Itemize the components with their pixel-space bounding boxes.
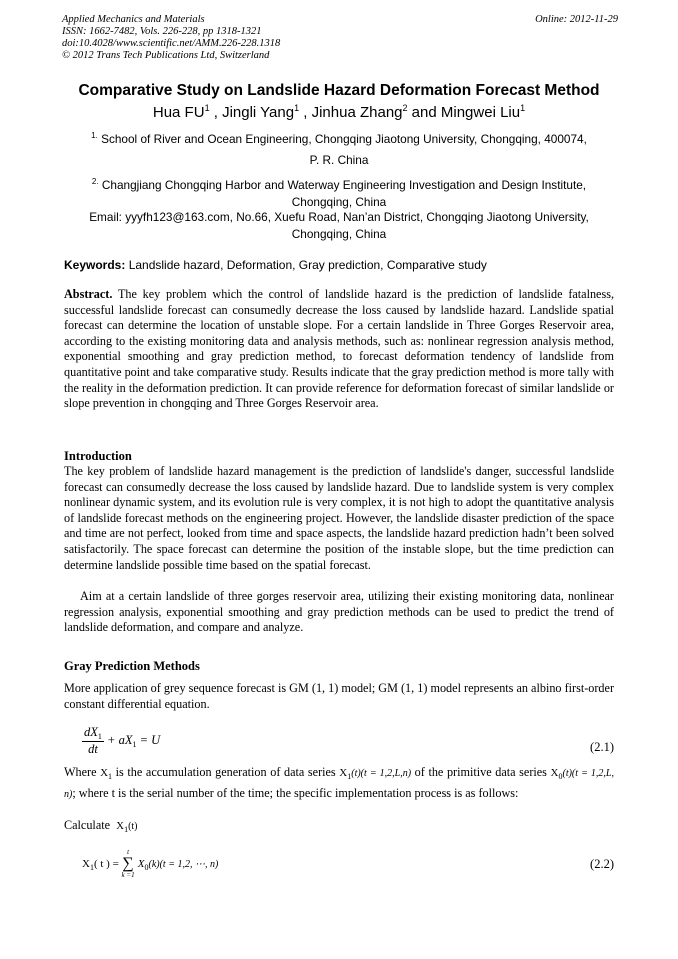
symbol-args: (k)(t = 1,2, ⋯, n) xyxy=(148,858,219,870)
eq-denominator: dt xyxy=(88,742,98,756)
introduction-paragraph: Aim at a certain landslide of three gorges reservoir area, utilizing their existing monitoring data, nonlinear regression analysis, exponential smoothing and gray prediction methods can be used to predict the trend of landslide deformation, and compare and analyze. xyxy=(64,589,614,635)
contact-email xyxy=(64,209,614,243)
sigma-symbol: ∑ xyxy=(122,855,134,872)
email-text: Chongqing, China xyxy=(291,227,387,241)
symbol-subscript: 1 xyxy=(108,772,113,781)
journal-header xyxy=(62,14,618,62)
author-name: , Jinhua Zhang xyxy=(299,104,403,121)
affiliation-mark: 2. xyxy=(91,177,99,186)
issn-line: ISSN: 1662-7482, Vols. 226-228, pp 1318-1321 xyxy=(62,26,262,37)
author-list xyxy=(40,103,638,121)
symbol: X xyxy=(100,767,109,779)
text-run: of the primitive data series xyxy=(411,765,551,779)
author-affiliation-mark: 1 xyxy=(294,103,300,113)
eq-numerator: dX xyxy=(84,725,98,739)
where-paragraph xyxy=(64,764,614,803)
abstract-label: Abstract. xyxy=(64,287,113,301)
eq-term: = U xyxy=(136,732,161,747)
online-date: Online: 2012-11-29 xyxy=(535,14,618,25)
affiliation-2 xyxy=(64,173,614,211)
text-run: ; where t is the serial number of the time; the specific implementation process is as follows: xyxy=(72,786,519,800)
paper-title: Comparative Study on Landslide Hazard Deformation Forecast Method xyxy=(78,82,600,99)
equation-2-1 xyxy=(82,725,160,757)
fraction xyxy=(82,725,104,757)
sigma-upper: t xyxy=(127,848,130,856)
equation-number: (2.2) xyxy=(590,857,614,871)
symbol-args: (t) xyxy=(128,821,138,832)
symbol-subscript: 0 xyxy=(144,862,149,872)
section-heading-introduction: Introduction xyxy=(64,449,132,463)
affiliation-1 xyxy=(64,127,614,169)
affiliation-text: P. R. China xyxy=(309,152,369,167)
introduction-paragraph: The key problem of landslide hazard management is the prediction of landslide's danger, successful landslide forecast can consumedly decrease the loss caused by landslide hazard. Due to landslide system is very complex nonlinear dynamic system, and its evolution rule is very complex, it is not high to adopt the quantitative analysis of landslide forecast methods on the engineering project. However, the landslide disaster prediction of the space and time are not perfect, looked from time and space aspects, the landslide hazard prediction hadn’t been solved satisfactorily. The space forecast can determine the position of the instable slope, but the time prediction can determine landslide possible time based on the spatial forecast. xyxy=(64,464,614,572)
text-run: Calculate xyxy=(64,818,111,832)
eq-term: ( t ) = xyxy=(93,857,122,870)
affiliation-text: Chongqing, China xyxy=(291,194,387,209)
keywords-label: Keywords: xyxy=(64,258,126,272)
abstract xyxy=(64,287,614,412)
section-heading-gray-prediction: Gray Prediction Methods xyxy=(64,659,200,673)
author-affiliation-mark: 1 xyxy=(204,103,210,113)
abstract-text: The key problem which the control of landslide hazard is the prediction of landslide fatalness, successful landslide forecast can consumedly decrease the loss caused by landslide hazard. Landslide spatial forecast can determine the location of unstable slope. For a certain landslide in Three Gorges Reservoir area, according to the existing monitoring data and analysis methods, such as: nonlinear regression analysis method, exponential smoothing and gray prediction method, to forecast deformation tendency of landslide from quantitative point and take comparative study. Results indicate that the gray prediction method is more tally with the reality in the deformation prediction. It can provide reference for deformation forecast of similar landslide or slope prevention in chongqing and Three Gorges Reservoir area. xyxy=(64,287,614,411)
eq-subscript: 1 xyxy=(97,732,102,741)
doi-line: doi:10.4028/www.scientific.net/AMM.226-228.1318 xyxy=(62,38,281,49)
symbol-subscript: 0 xyxy=(558,772,563,781)
author-affiliation-mark: 2 xyxy=(402,103,408,113)
symbol-subscript: 1 xyxy=(124,825,129,834)
author-name: and Mingwei Liu xyxy=(407,104,521,121)
equation-2-2 xyxy=(82,848,218,880)
symbol: X xyxy=(137,857,145,870)
email-text: Email: yyyfh123@163.com, No.66, Xuefu Road, Nan’an District, Chongqing Jiaotong University, xyxy=(89,210,589,224)
copyright-line: © 2012 Trans Tech Publications Ltd, Switzerland xyxy=(62,50,270,61)
affiliation-text: School of River and Ocean Engineering, Chongqing Jiaotong University, Chongqing, 400074, xyxy=(97,131,587,146)
symbol-args: (t)(t = 1,2,L, n) xyxy=(64,768,614,800)
symbol: X xyxy=(116,820,125,832)
symbol: X xyxy=(339,767,348,779)
eq-subscript: 1 xyxy=(132,739,137,749)
symbol-args: (t)(t = 1,2,L,n) xyxy=(351,768,412,779)
symbol-subscript: 1 xyxy=(89,862,94,872)
symbol: X xyxy=(550,767,559,779)
keywords-text: Landslide hazard, Deformation, Gray prediction, Comparative study xyxy=(125,258,487,272)
affiliation-mark: 1. xyxy=(91,131,98,140)
sigma-lower: k =1 xyxy=(121,871,135,879)
affiliation-text: Changjiang Chongqing Harbor and Waterway Engineering Investigation and Design Institute, xyxy=(98,177,587,192)
symbol: X xyxy=(82,857,90,870)
text-run: is the accumulation generation of data series xyxy=(112,765,340,779)
author-affiliation-mark: 1 xyxy=(520,103,526,113)
eq-term: + aX xyxy=(107,732,133,747)
calculate-line xyxy=(64,818,614,838)
gray-paragraph: More application of grey sequence forecast is GM (1, 1) model; GM (1, 1) model represents an albino first-order constant differential equation. xyxy=(64,681,614,711)
text-run: Where xyxy=(64,765,101,779)
author-name: Hua FU xyxy=(152,104,205,121)
journal-name: Applied Mechanics and Materials xyxy=(62,14,205,25)
summation xyxy=(122,848,135,880)
author-name: , Jingli Yang xyxy=(209,104,295,121)
equation-number: (2.1) xyxy=(590,740,614,754)
symbol-subscript: 1 xyxy=(347,772,352,781)
keywords xyxy=(64,258,487,272)
